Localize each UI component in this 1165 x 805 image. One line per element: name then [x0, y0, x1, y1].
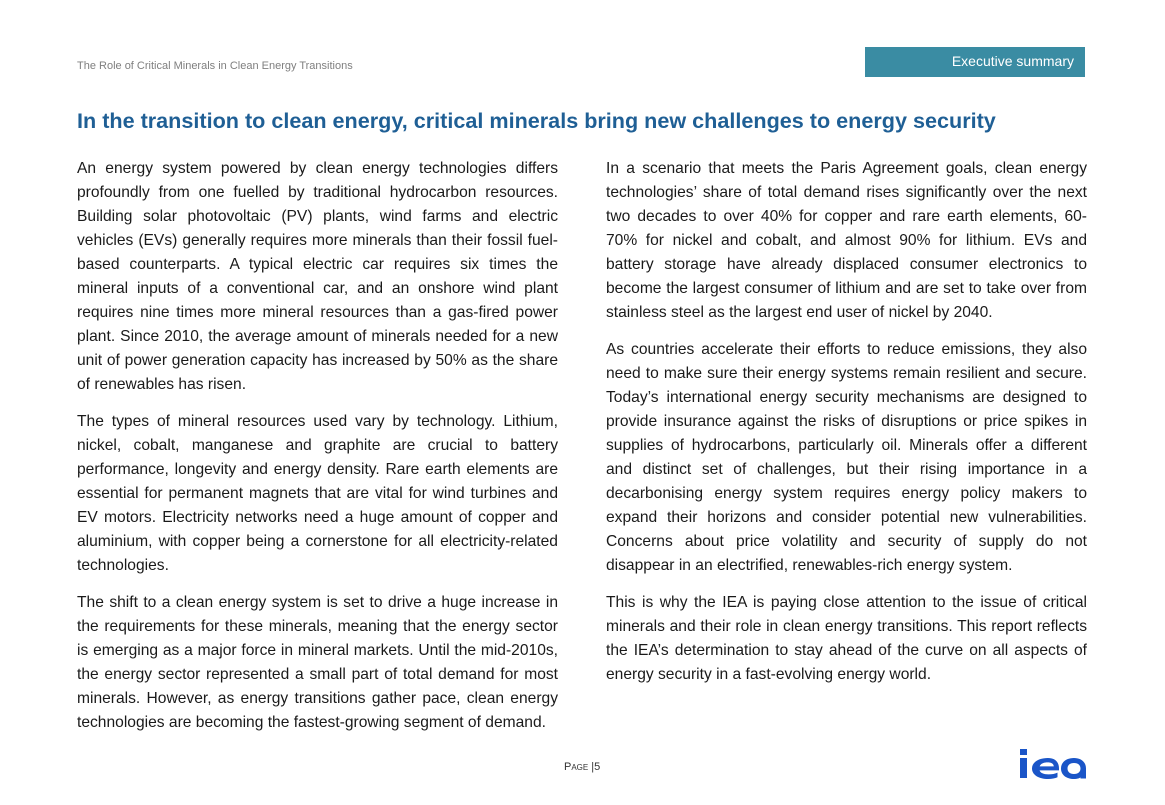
- page-number-value: 5: [594, 761, 601, 773]
- iea-logo-icon: [1020, 749, 1086, 779]
- body-paragraph: In a scenario that meets the Paris Agreement goals, clean energy technologies’ share of total demand rises significantly over the next two decades to over 40% for copper and rare earth elements, 60-70% for nickel and cobalt, and almost 90% for lithium. EVs and battery storage have already displaced consumer electronics to become the largest consumer of lithium and are set to take over from stainless steel as the largest end user of nickel by 2040.: [606, 160, 1087, 321]
- section-tab: Executive summary: [865, 47, 1085, 77]
- body-paragraph: This is why the IEA is paying close attention to the issue of critical minerals and their role in clean energy transitions. This report reflects the IEA’s determination to stay ahead of the curve on all aspects of energy security in a fast-evolving energy world.: [606, 594, 1087, 683]
- body-paragraph: The types of mineral resources used vary by technology. Lithium, nickel, cobalt, manganese and graphite are crucial to battery performance, longevity and energy density. Rare earth elements are essential for permanent magnets that are vital for wind turbines and EV motors. Electricity networks need a huge amount of copper and aluminium, with copper being a cornerstone for all electricity-related technologies.: [77, 413, 558, 574]
- report-running-title: The Role of Critical Minerals in Clean Energy Transitions: [77, 60, 353, 72]
- body-paragraph: The shift to a clean energy system is set to drive a huge increase in the requirements for these minerals, meaning that the energy sector is emerging as a major force in mineral markets. Until the mid-2010s, the energy sector represented a small part of total demand for most minerals. However, as energy transitions gather pace, clean energy technologies are becoming the fastest-growing segment of demand.: [77, 594, 558, 731]
- page-number: [564, 761, 600, 773]
- left-text-column: [77, 157, 558, 748]
- body-paragraph: As countries accelerate their efforts to reduce emissions, they also need to make sure their energy systems remain resilient and secure. Today’s international energy security mechanisms are designed to provide insurance against the risks of disruptions or price spikes in supplies of hydrocarbons, particularly oil. Minerals offer a different and distinct set of challenges, but their rising importance in a decarbonising energy system requires energy policy makers to expand their horizons and consider potential new vulnerabilities. Concerns about price volatility and security of supply do not disappear in an electrified, renewables-rich energy system.: [606, 341, 1087, 574]
- page-headline: In the transition to clean energy, critical minerals bring new challenges to energy security: [77, 108, 996, 133]
- page-separator: |: [591, 761, 595, 773]
- right-text-column: [606, 157, 1087, 700]
- page-label: Page: [564, 761, 589, 773]
- body-paragraph: An energy system powered by clean energy technologies differs profoundly from one fuelled by traditional hydrocarbon resources. Building solar photovoltaic (PV) plants, wind farms and electric vehicles (EVs) generally requires more minerals than their fossil fuel-based counterparts. A typical electric car requires six times the mineral inputs of a conventional car, and an onshore wind plant requires nine times more mineral resources than a gas-fired power plant. Since 2010, the average amount of minerals needed for a new unit of power generation capacity has increased by 50% as the share of renewables has risen.: [77, 160, 558, 393]
